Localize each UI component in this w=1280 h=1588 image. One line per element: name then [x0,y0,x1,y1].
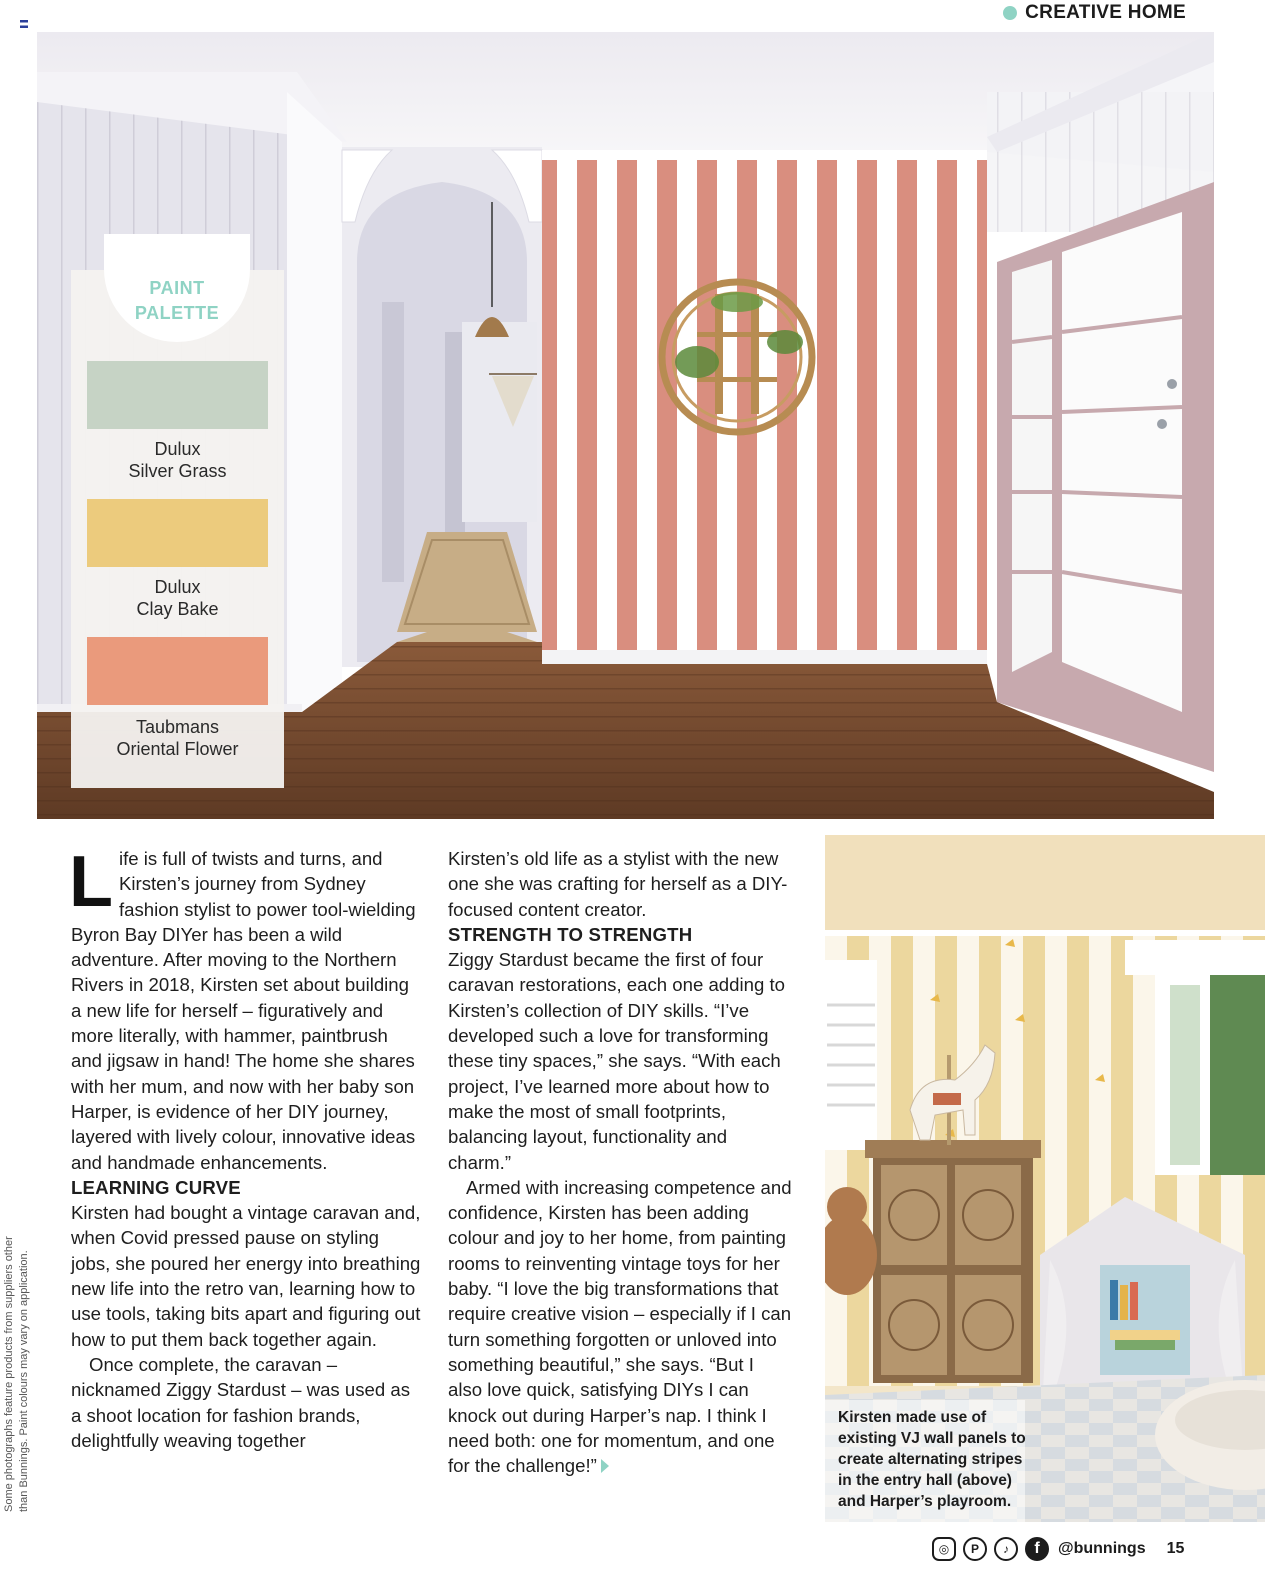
article-column-1 [69,842,421,1453]
drop-cap: L [69,842,113,922]
pinterest-icon[interactable]: P [963,1537,987,1561]
swatch-silver-grass [87,361,268,429]
palette-title: PAINT PALETTE [134,278,220,323]
social-handle[interactable]: @bunnings [1058,1540,1146,1557]
swatch-oriental-flower [87,637,268,705]
paragraph-5 [448,1175,793,1479]
paragraph-4: Ziggy Stardust became the first of four caravan restorations, each one adding to Kirsten’s collection of DIY skills. “I’ve developed such a love for transforming these tiny spaces,” she says. “With each project, I’ve learned more about how to make the most of small footprints, balancing layout, functionality and charm.” [448,949,785,1173]
swatch-label-clay-bake: Dulux Clay Bake [136,577,219,619]
paint-palette-card [71,270,284,788]
tiktok-icon[interactable]: ♪ [994,1537,1018,1561]
page-marker [20,20,28,28]
photo-credit: Some photographs feature products from suppliers other than Bunnings. Paint colours may vary on application. [3,1236,30,1512]
section-tag [1003,2,1186,24]
heading-learning-curve: LEARNING CURVE [71,1176,241,1198]
footer [932,1537,1184,1561]
swatch-clay-bake [87,499,268,567]
facebook-icon[interactable]: f [1025,1537,1049,1561]
end-mark-icon [601,1459,609,1473]
paragraph-3: Kirsten’s old life as a stylist with the new one she was crafting for herself as a DIY-focused content creator. [448,848,788,920]
paragraph-5-text: Armed with increasing competence and confidence, Kirsten has been adding colour and joy to her home, from painting rooms to reinventing vintage toys for her baby. “I love the big transformations that require creative vision – especially if I can turn something forgotten or unloved into something beautiful,” she says. “But I also love quick, satisfying DIYs I can knock out during Harper’s nap. I think I need both: one for momentum, and one for the challenge!” [448,1176,792,1477]
article-column-2 [448,846,793,1478]
intro-text: ife is full of twists and turns, and Kirsten’s journey from Sydney fashion stylist to power tool-wielding Byron Bay DIYer has been a wild adventure. After moving to the Northern Rivers in 2018, Kirsten set about building a new life for herself – figuratively and more literally, with hammer, paintbrush and jigsaw in hand! The home she shares with her mum, and now with her baby son Harper, is evidence of her DIY journey, layered with lively colour, innovative ideas and handmade enhancements. [71,848,416,1173]
swatch-label-silver-grass: Dulux Silver Grass [128,439,227,481]
swatch-label-oriental-flower: Taubmans Oriental Flower [116,717,239,759]
section-label: CREATIVE HOME [1025,2,1186,23]
intro-paragraph [69,842,421,1175]
palette-header [104,234,250,342]
photo-caption: Kirsten made use of existing VJ wall panels to create alternating stripes in the entry hall (above) and Harper’s playroom. [838,1409,1026,1510]
paragraph-2: Once complete, the caravan – nicknamed Ziggy Stardust – was used as a shoot location for fashion brands, delightfully weaving together [71,1353,410,1451]
paragraph-1: Kirsten had bought a vintage caravan and, when Covid pressed pause on styling jobs, she poured her energy into breathing new life into the retro van, learning how to use tools, taking bits apart and figuring out how to put them back together again. [71,1202,421,1350]
instagram-icon[interactable]: ◎ [932,1537,956,1561]
page-number: 15 [1166,1540,1185,1557]
heading-strength: STRENGTH TO STRENGTH [448,923,693,945]
section-dot-icon [1003,6,1017,20]
